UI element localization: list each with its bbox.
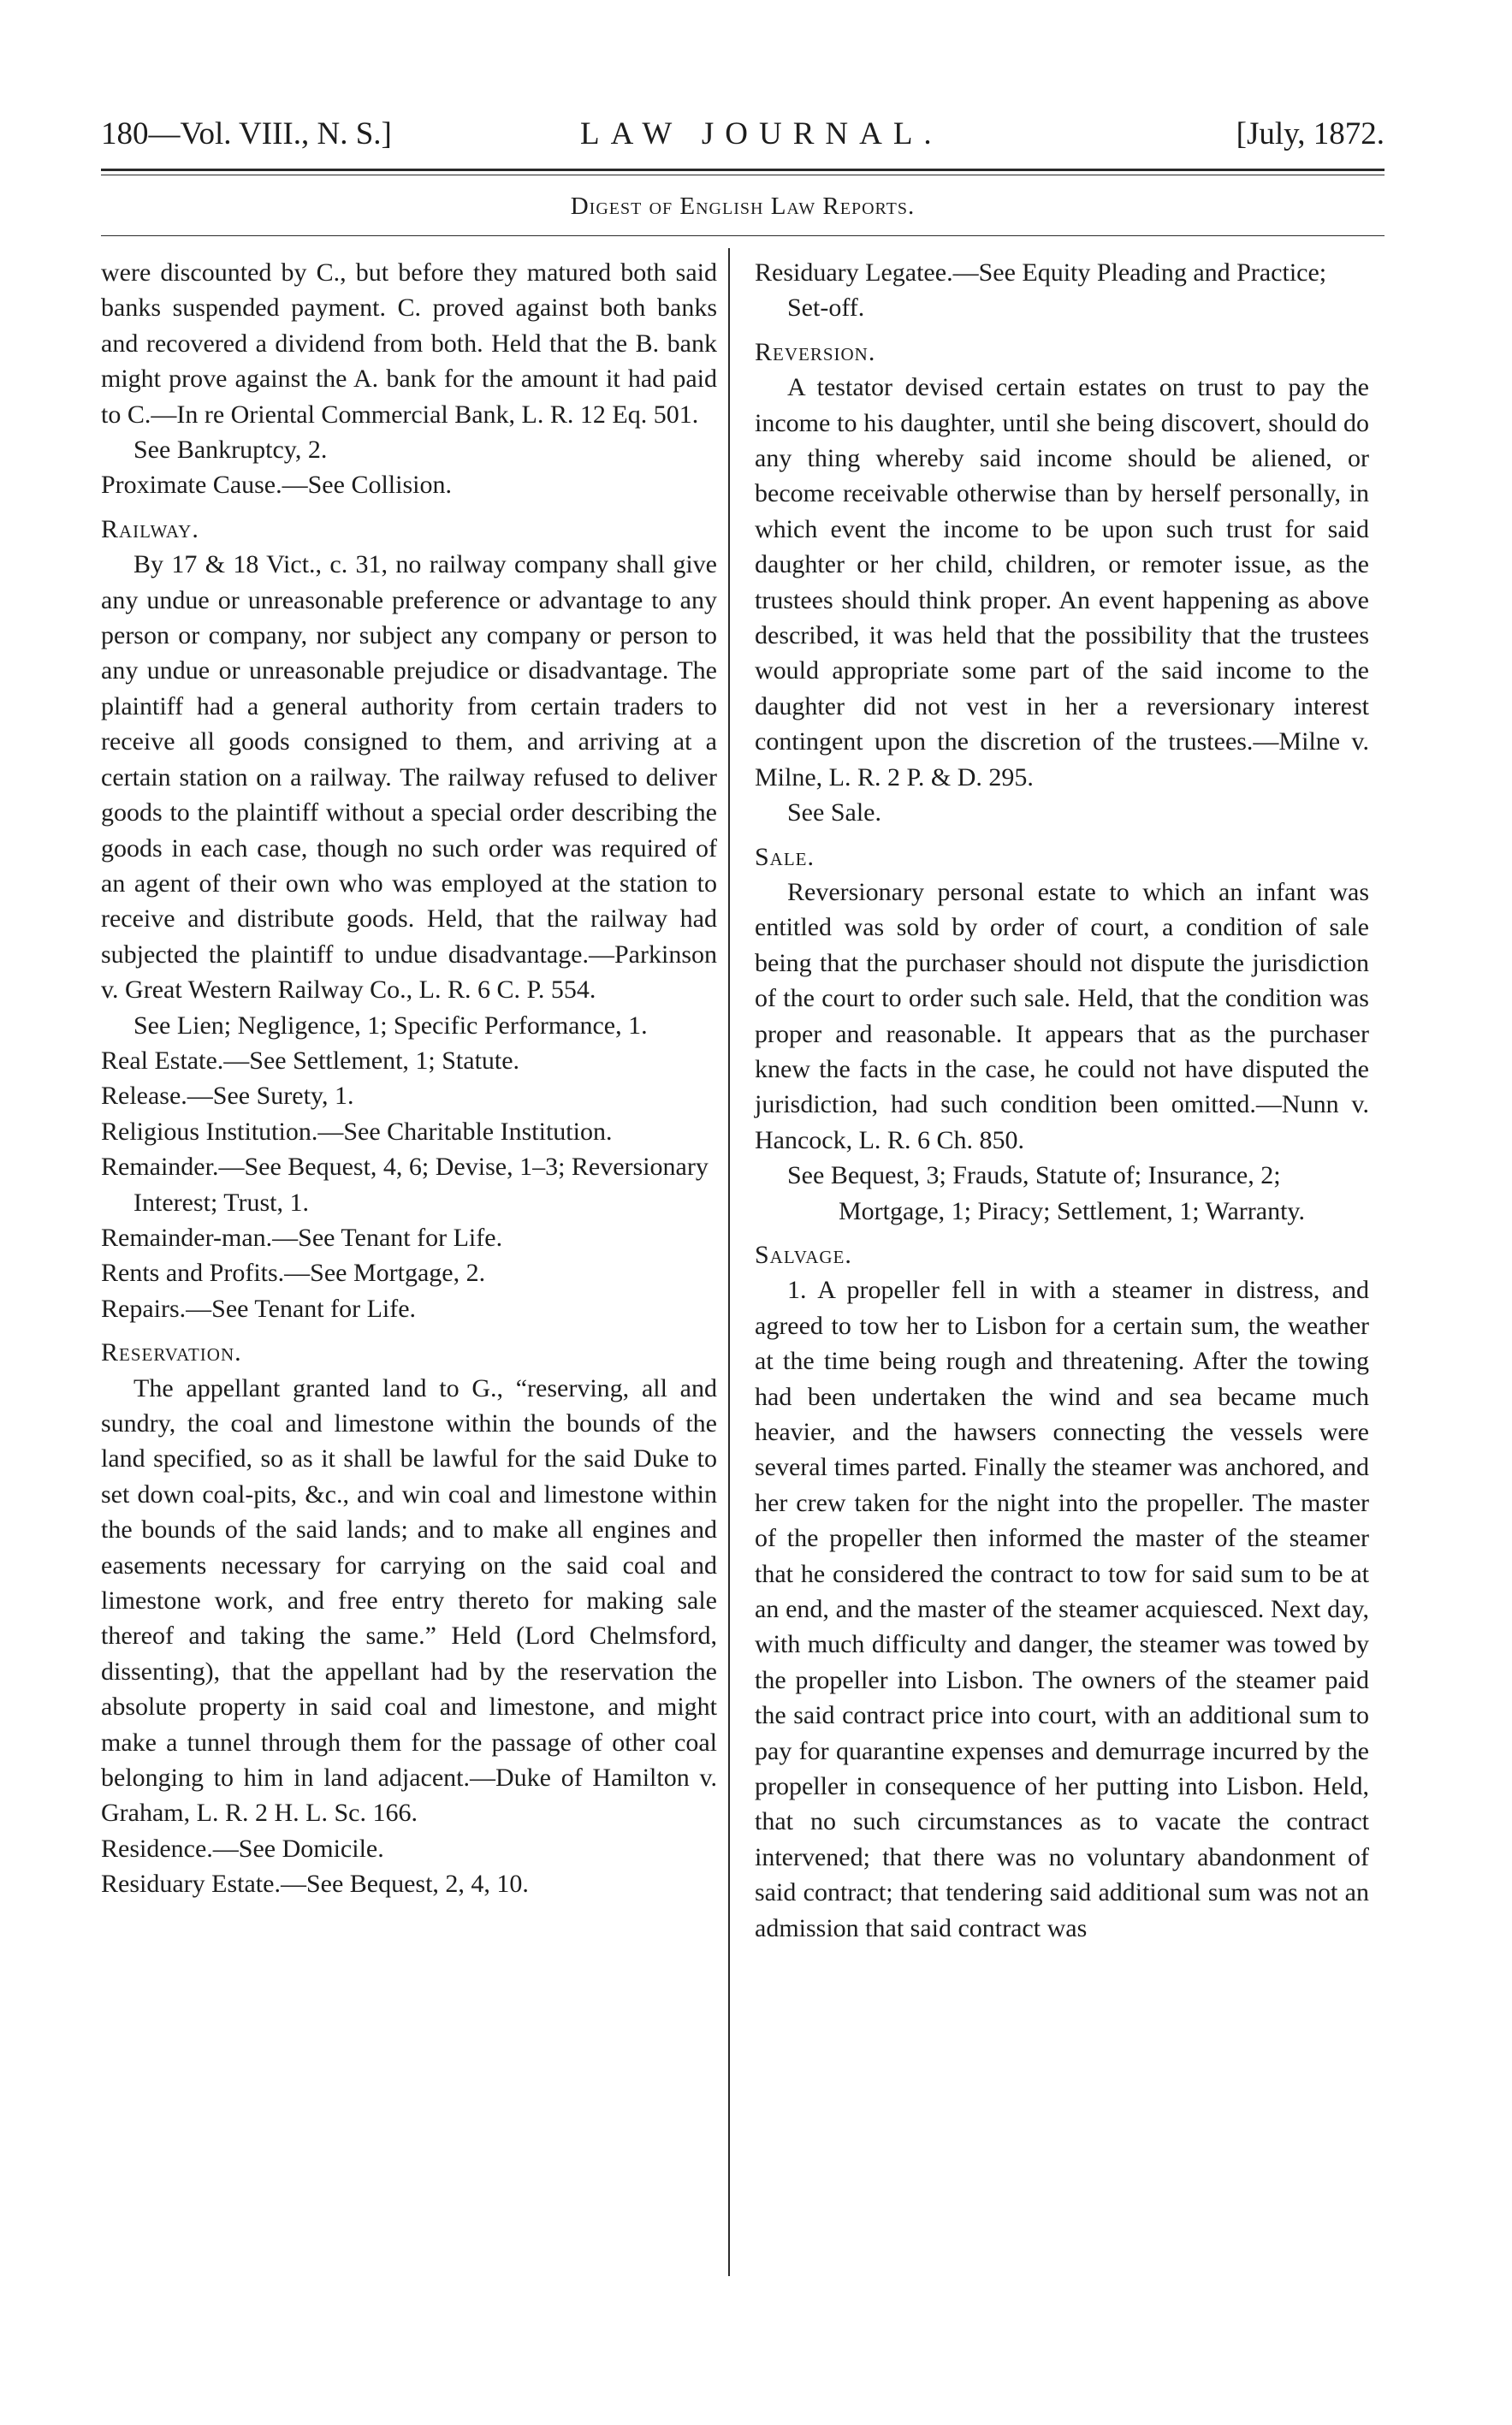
- right-column: [755, 255, 1369, 1946]
- entry-paragraph: Real Estate.—See Settlement, 1; Statute.: [101, 1046, 520, 1075]
- entry-paragraph: See Lien; Negligence, 1; Specific Performance, 1.: [133, 1011, 648, 1040]
- journal-title: LAW JOURNAL.: [580, 116, 943, 151]
- entry-paragraph: Remainder-man.—See Tenant for Life.: [101, 1223, 503, 1252]
- column-divider: [728, 248, 730, 2276]
- entry-paragraph: See Bequest, 3; Frauds, Statute of; Insurance, 2; Mortgage, 1; Piracy; Settlement, 1; Warranty.: [787, 1161, 1305, 1225]
- entry-paragraph: were discounted by C., but before they matured both said banks suspended payment. C. proved against both banks and recovered a dividend from both. Held that the B. bank might prove against the A. bank for the amount it had paid to C.—In re Oriental Commercial Bank, L. R. 12 Eq. 501.: [101, 258, 717, 429]
- entry-paragraph: Religious Institution.—See Charitable Institution.: [101, 1117, 613, 1146]
- entry-paragraph: Residuary Estate.—See Bequest, 2, 4, 10.: [101, 1870, 529, 1899]
- entry-paragraph: Railway.: [101, 514, 199, 543]
- entry-paragraph: A testator devised certain estates on trust to pay the income to his daughter, until she being discovert, should do any thing whereby said income should be aliened, or become receivable otherwise than by herself personally, in which event the income to be upon such trust for said daughter or her child, children, or remoter issue, as the trustees should think proper. An event happening as above described, it was held that the possibility that the trustees would appropriate some part of the said income to the daughter did not vest in her a reversionary interest contingent upon the discretion of the trustees.—Milne v. Milne, L. R. 2 P. & D. 295.: [755, 373, 1369, 792]
- subtitle-rule: [101, 235, 1385, 236]
- entry-paragraph: Residuary Legatee.—See Equity Pleading and Practice; Set-off.: [755, 258, 1327, 323]
- entry-paragraph: See Bankruptcy, 2.: [133, 436, 328, 465]
- entry-paragraph: Release.—See Surety, 1.: [101, 1082, 354, 1111]
- page-volume-label: 180—Vol. VIII., N. S.]: [101, 116, 392, 151]
- entry-paragraph: Sale.: [755, 842, 815, 871]
- left-column: [101, 255, 717, 1902]
- entry-paragraph: Salvage.: [755, 1240, 852, 1269]
- entry-paragraph: Proximate Cause.—See Collision.: [101, 471, 452, 500]
- entry-paragraph: See Sale.: [787, 798, 881, 827]
- entry-paragraph: Reversionary personal estate to which an infant was entitled was sold by order of court, a condition of sale being that the purchaser should not dispute the jurisdiction of the court to order such sale. Held, that the condition was proper and reasonable. It appears that as the purchaser knew the facts in the case, he could not have disputed the jurisdiction, had such condition been omitted.—Nunn v. Hancock, L. R. 6 Ch. 850.: [755, 877, 1369, 1154]
- issue-date: [July, 1872.: [1236, 116, 1385, 151]
- section-title: Digest of English Law Reports.: [570, 193, 916, 220]
- entry-paragraph: Repairs.—See Tenant for Life.: [101, 1294, 417, 1323]
- running-header: [101, 116, 1385, 160]
- entry-paragraph: Residence.—See Domicile.: [101, 1834, 384, 1863]
- entry-paragraph: Rents and Profits.—See Mortgage, 2.: [101, 1259, 486, 1288]
- entry-paragraph: By 17 & 18 Vict., c. 31, no railway company shall give any undue or unreasonable preference or advantage to any person or company, nor subject any company or person to any undue or unreasonable prejudice or disadvantage. The plaintiff had a general authority from certain traders to receive all goods consigned to them, and arriving at a certain station on a railway. The railway refused to deliver goods to the plaintiff without a special order describing the goods in each case, though no such order was required of an agent of their own who was employed at the station to receive and distribute goods. Held, that the railway had subjected the plaintiff to undue disadvantage.—Parkinson v. Great Western Railway Co., L. R. 6 C. P. 554.: [101, 550, 717, 1005]
- entry-paragraph: The appellant granted land to G., “reserving, all and sundry, the coal and limestone within the bounds of the land specified, so as it shall be lawful for the said Duke to set down coal-pits, &c., and win coal and limestone within the bounds of the said lands; and to make all engines and easements necessary for carrying on the said coal and limestone work, and free entry thereto for making sale thereof and taking the same.” Held (Lord Chelmsford, dissenting), that the appellant had by the reservation the absolute property in said coal and limestone, and might make a tunnel through them for the passage of other coal belonging to him in land adjacent.—Duke of Hamilton v. Graham, L. R. 2 H. L. Sc. 166.: [101, 1373, 717, 1828]
- entry-paragraph: 1. A propeller fell in with a steamer in distress, and agreed to tow her to Lisbon for a certain sum, the weather at the time being rough and threatening. After the towing had been undertaken the wind and sea became much heavier, and the hawsers connecting the vessels were several times parted. Finally the steamer was anchored, and her crew taken for the night into the propeller. The master of the propeller then informed the master of the steamer that he considered the contract to tow for said sum to be at an end, and the master of the steamer acquiesced. Next day, with much difficulty and danger, the steamer was towed by the propeller into Lisbon. The owners of the steamer paid the said contract price into court, with an additional sum to pay for quarantine expenses and demurrage incurred by the propeller in consequence of her putting into Lisbon. Held, that no such circumstances as to vacate the contract intervened; that there was no voluntary abandonment of said contract; that tendering said additional sum was not an admission that said contract was: [755, 1276, 1369, 1942]
- entry-paragraph: Remainder.—See Bequest, 4, 6; Devise, 1–3; Reversionary Interest; Trust, 1.: [101, 1153, 709, 1217]
- header-rule: [101, 169, 1385, 171]
- entry-paragraph: Reservation.: [101, 1338, 242, 1367]
- entry-paragraph: Reversion.: [755, 337, 876, 366]
